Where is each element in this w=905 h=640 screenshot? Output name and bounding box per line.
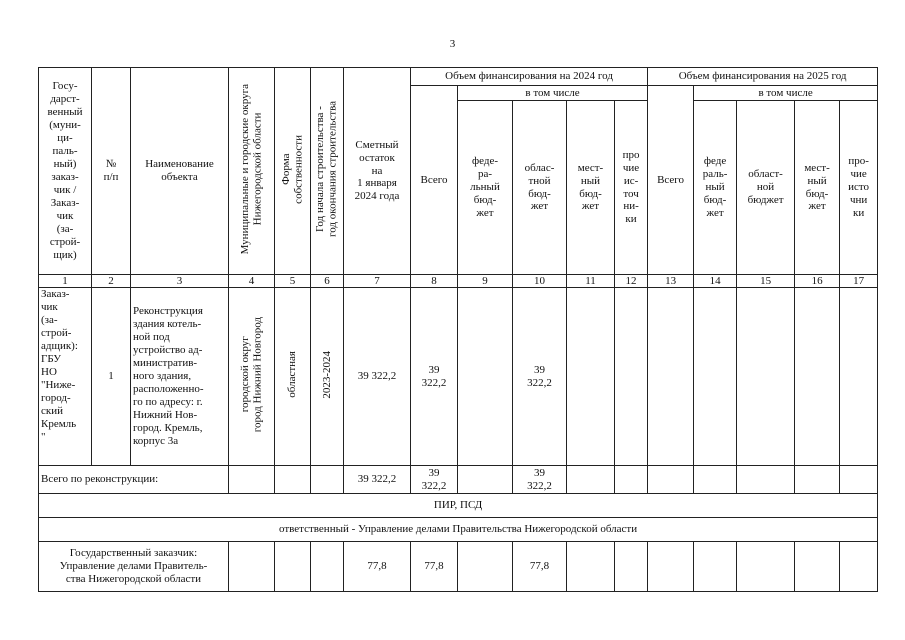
- header-number: № п/п: [92, 68, 131, 275]
- total-2025-cell: [648, 288, 694, 466]
- column-number: 17: [840, 275, 878, 288]
- local-2024-cell: [567, 288, 615, 466]
- column-number: 12: [615, 275, 648, 288]
- column-number: 5: [275, 275, 311, 288]
- column-number: 4: [229, 275, 275, 288]
- header-incl-2024: в том числе: [458, 86, 648, 101]
- financing-table: [38, 67, 878, 592]
- column-number: 3: [131, 275, 229, 288]
- years-cell: [311, 288, 344, 466]
- header-group-2025: Объем финансирования на 2025 год: [648, 68, 878, 86]
- total-2024-cell: 39 322,2: [411, 288, 458, 466]
- empty-cell: [648, 542, 694, 592]
- header-total-2025: Всего: [648, 86, 694, 275]
- empty-cell: [458, 466, 513, 494]
- header-object-name: Наименование объекта: [131, 68, 229, 275]
- estimate-cell: 39 322,2: [344, 288, 411, 466]
- district-text: городской округ город Нижний Новгород: [238, 316, 264, 433]
- regional-2024-cell: 77,8: [513, 542, 567, 592]
- header-district: Муниципальные и городские округа Нижегородской области: [238, 83, 264, 255]
- empty-cell: [840, 542, 878, 592]
- years-text: 2023-2024: [320, 350, 333, 399]
- object-name-cell: Реконструкция здания котель- ной под устройство ад- министратив- ного здания, расположенно- го по адресу: г. Нижний Нов- город. Кремль, корпус 3а: [131, 288, 229, 466]
- column-number: 14: [694, 275, 737, 288]
- header-estimate: Сметный остаток на 1 января 2024 года: [344, 68, 411, 275]
- federal-2025-cell: [694, 288, 737, 466]
- total-row: [39, 466, 878, 494]
- federal-2024-cell: [458, 288, 513, 466]
- table-row: [39, 288, 878, 466]
- header-regional-2025: област- ной бюджет: [737, 101, 795, 275]
- empty-cell: [311, 542, 344, 592]
- estimate-cell: 77,8: [344, 542, 411, 592]
- empty-cell: [615, 542, 648, 592]
- header-incl-2025: в том числе: [694, 86, 878, 101]
- header-local-2024: мест- ный бюд- жет: [567, 101, 615, 275]
- empty-cell: [458, 542, 513, 592]
- empty-cell: [694, 466, 737, 494]
- column-number: 9: [458, 275, 513, 288]
- local-2025-cell: [795, 288, 840, 466]
- column-number: 6: [311, 275, 344, 288]
- column-number: 11: [567, 275, 615, 288]
- header-local-2025: мест- ный бюд- жет: [795, 101, 840, 275]
- column-number: 7: [344, 275, 411, 288]
- empty-cell: [567, 542, 615, 592]
- empty-cell: [567, 466, 615, 494]
- header-years-cell: [311, 68, 344, 275]
- other-2024-cell: [615, 288, 648, 466]
- column-number: 2: [92, 275, 131, 288]
- customer-cell: Государственный заказчик: Управление делами Правитель- ства Нижегородской области: [39, 542, 229, 592]
- empty-cell: [694, 542, 737, 592]
- header-regional-2024: облас- тной бюд- жет: [513, 101, 567, 275]
- section-pir: ПИР, ПСД: [39, 494, 878, 518]
- empty-cell: [229, 466, 275, 494]
- header-ownership-cell: [275, 68, 311, 275]
- regional-2025-cell: [737, 288, 795, 466]
- total-regional-2024: 39 322,2: [513, 466, 567, 494]
- total-2024-cell: 77,8: [411, 542, 458, 592]
- header-ownership: Форма собственности: [279, 134, 305, 204]
- row-number: 1: [92, 288, 131, 466]
- column-number: 8: [411, 275, 458, 288]
- column-number: 10: [513, 275, 567, 288]
- header-customer: Госу- дарст- венный (муни- ци- паль- ный) заказ- чик / Заказ- чик (за- строй- щик): [39, 68, 92, 275]
- other-2025-cell: [840, 288, 878, 466]
- regional-2024-cell: 39 322,2: [513, 288, 567, 466]
- total-total-2024: 39 322,2: [411, 466, 458, 494]
- empty-cell: [229, 542, 275, 592]
- empty-cell: [615, 466, 648, 494]
- column-number: 1: [39, 275, 92, 288]
- empty-cell: [795, 466, 840, 494]
- empty-cell: [737, 542, 795, 592]
- empty-cell: [275, 466, 311, 494]
- page-number: 3: [449, 38, 456, 50]
- district-cell: [229, 288, 275, 466]
- header-other-2025: про- чие исто чни ки: [840, 101, 878, 275]
- section-responsible: ответственный - Управление делами Правительства Нижегородской области: [39, 518, 878, 542]
- total-label: Всего по реконструкции:: [39, 466, 229, 494]
- header-district-cell: [229, 68, 275, 275]
- ownership-cell: [275, 288, 311, 466]
- column-number: 13: [648, 275, 694, 288]
- empty-cell: [311, 466, 344, 494]
- table-row: [39, 542, 878, 592]
- column-number-row: [39, 275, 878, 288]
- empty-cell: [275, 542, 311, 592]
- header-years: Год начала строительства - год окончания строительства: [314, 101, 339, 237]
- header-total-2024: Всего: [411, 86, 458, 275]
- empty-cell: [737, 466, 795, 494]
- column-number: 15: [737, 275, 795, 288]
- total-estimate: 39 322,2: [344, 466, 411, 494]
- empty-cell: [840, 466, 878, 494]
- header-other-2024: про чие ис- точ ни- ки: [615, 101, 648, 275]
- empty-cell: [795, 542, 840, 592]
- header-group-2024: Объем финансирования на 2024 год: [411, 68, 648, 86]
- customer-cell: Заказ- чик (за- строй- адщик): ГБУ НО "Ниже- город- ский Кремль ": [39, 288, 92, 466]
- header-federal-2024: феде- ра- льный бюд- жет: [458, 101, 513, 275]
- ownership-text: областная: [286, 351, 299, 398]
- empty-cell: [648, 466, 694, 494]
- column-number: 16: [795, 275, 840, 288]
- header-federal-2025: феде раль- ный бюд- жет: [694, 101, 737, 275]
